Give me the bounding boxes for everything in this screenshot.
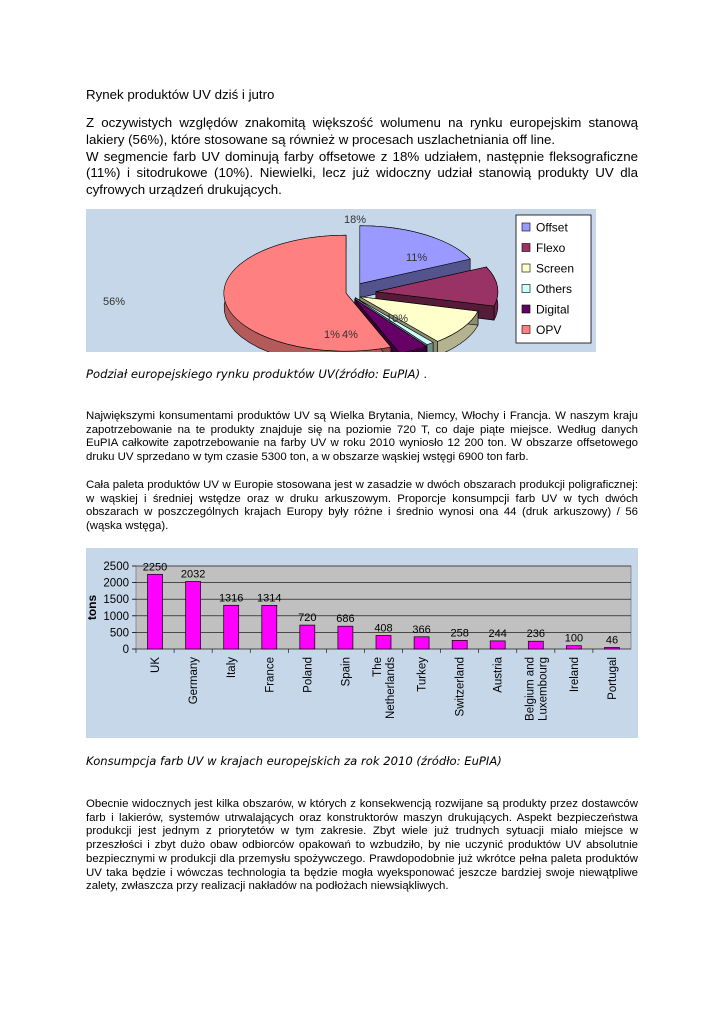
xtick-label-poland (302, 657, 314, 693)
xtick-label-austria (493, 656, 505, 692)
xtick-label-line-poland-0: Poland (302, 657, 315, 693)
pie-label-opv: 56% (103, 296, 126, 308)
bar-poland (300, 625, 315, 649)
data-label-the-netherlands: 408 (374, 622, 393, 635)
y-axis-title: tons (86, 594, 99, 621)
pie-chart-svg (86, 209, 596, 352)
xtick-label-line-france-0: France (264, 657, 277, 693)
legend-swatch-screen (522, 264, 530, 272)
bar-chart-caption: Konsumpcja farb UV w krajach europejskich za rok 2010 (źródło: EuPIA) (86, 754, 502, 768)
bar-uk (148, 574, 163, 649)
legend-swatch-flexo (522, 244, 530, 252)
legend-label-offset: Offset (536, 220, 568, 235)
legend-swatch-offset (522, 223, 530, 231)
legend-swatch-digital (522, 305, 530, 313)
bar-france (262, 605, 277, 649)
xtick-label-ireland (569, 657, 581, 692)
xtick-label-switzerland (455, 657, 467, 716)
xtick-label-uk (150, 657, 162, 673)
legend-label-screen: Screen (536, 261, 575, 276)
legend-swatch-others (522, 285, 530, 293)
xtick-label-line-italy-0: Italy (226, 657, 239, 679)
bar-belgium-and-luxembourg (528, 641, 543, 649)
document-heading: Rynek produktów UV dziś i jutro (86, 87, 275, 102)
bar-spain (338, 626, 353, 649)
bar-the-netherlands (376, 636, 391, 650)
pie-label-flexo: 11% (406, 252, 428, 264)
data-label-belgium-and-luxembourg: 236 (526, 628, 545, 641)
legend-label-flexo: Flexo (536, 241, 566, 255)
areas-paragraph: Cała paleta produktów UV w Europie stosowana jest w zasadzie w dwóch obszarach produkcji poligraficznej: w wąskiej i średniej wstędze oraz w druku arkuszowym. Proporcje konsumpcji farb UV w tych dwóch obszarach w poszczególnych krajach Europy były różne i średnio wynosi ona 44 (druk arkuszowy) / 56 (wąska wstęga). (86, 479, 638, 533)
data-label-italy: 1316 (218, 592, 244, 605)
data-label-france: 1314 (257, 592, 282, 605)
xtick-label-line-turkey-0: Turkey (416, 657, 429, 692)
ytick-label-2000: 2000 (103, 577, 129, 590)
intro-paragraph-1: Z oczywistych względów znakomitą większość wolumenu na rynku europejskim stanową lakiery (56%), które stosowane są również w procesach uszlachetniania off line. (86, 115, 638, 147)
ytick-label-1500: 1500 (103, 594, 129, 607)
xtick-label-line-portugal-0: Portugal (606, 657, 619, 700)
bar-turkey (414, 637, 429, 649)
legend-swatch-opv (522, 326, 530, 334)
xtick-label-germany (188, 657, 200, 705)
bar-portugal (605, 648, 620, 650)
data-label-portugal: 46 (605, 634, 619, 647)
legend-label-opv: OPV (536, 323, 562, 337)
xtick-label-line-belgium-and-luxembourg-0: Belgium and (524, 657, 537, 721)
xtick-label-line-the-netherlands-1: Netherlands (385, 657, 397, 720)
xtick-label-italy (226, 657, 238, 678)
xtick-label-portugal (607, 657, 619, 700)
data-label-ireland: 100 (564, 632, 584, 645)
bar-switzerland (452, 640, 467, 649)
xtick-label-line-the-netherlands-0: The (372, 657, 384, 677)
xtick-label-line-austria-0: Austria (492, 657, 505, 693)
data-label-turkey: 366 (412, 623, 431, 636)
country-consumption-bar-chart (86, 548, 638, 738)
pie-label-others: 1% (324, 329, 340, 341)
xtick-label-line-belgium-and-luxembourg-1: Luxembourg (537, 657, 550, 721)
xtick-label-line-switzerland-0: Switzerland (454, 657, 467, 717)
intro-paragraph-2: W segmencie farb UV dominują farby offsetowe z 18% udziałem, następnie fleksograficzne (11%) i sitodrukowe (10%). Niewielki, lecz już widoczny udział stanowią produkty UV dla cyfrowych urządzeń drukujących. (86, 148, 638, 198)
data-label-switzerland: 258 (450, 627, 469, 640)
data-label-uk: 2250 (142, 561, 168, 574)
bar-ireland (566, 646, 581, 649)
xtick-label-spain (340, 657, 352, 686)
bar-germany (186, 582, 201, 650)
ytick-label-2500: 2500 (103, 561, 129, 573)
pie-label-offset: 18% (344, 214, 367, 226)
xtick-label-line-spain-0: Spain (340, 657, 353, 687)
ytick-label-500: 500 (109, 627, 129, 640)
bar-chart-svg (86, 548, 638, 738)
bar-austria (490, 641, 505, 649)
xtick-label-line-uk-0: UK (150, 657, 163, 673)
ytick-label-0: 0 (122, 644, 129, 656)
xtick-label-belgium-and-luxembourg (524, 657, 549, 721)
xtick-label-france (264, 657, 276, 693)
pie-label-screen: 10% (386, 313, 409, 325)
legend-label-others: Others (536, 282, 573, 296)
market-share-pie-chart (86, 209, 596, 352)
bar-italy (224, 605, 239, 649)
legend-label-digital: Digital (536, 302, 570, 317)
pie-label-digital: 4% (342, 329, 358, 341)
pie-chart-caption: Podział europejskiego rynku produktów UV(źródło: EuPIA) . (86, 367, 428, 381)
xtick-label-line-ireland-0: Ireland (568, 657, 581, 693)
consumers-paragraph: Największymi konsumentami produktów UV są Wielka Brytania, Niemcy, Włochy i Francja. W naszym kraju zapotrzebowanie na te produkty znajduje się na poziomie 720 T, co daje piąte miejsce. Według danych EuPIA całkowite zapotrzebowanie na farby UV w roku 2010 wyniosło 12 200 ton. W obszarze offsetowego druku UV sprzedano w tym czasie 5300 ton, a w obszarze wąskiej wstęgi 6900 ton farb. (86, 410, 638, 464)
data-label-austria: 244 (488, 627, 507, 640)
pie-legend (516, 215, 591, 343)
xtick-label-line-germany-0: Germany (188, 657, 201, 705)
data-label-germany: 2032 (180, 568, 206, 581)
xtick-label-turkey (417, 657, 429, 692)
intro-text (86, 115, 638, 199)
data-label-spain: 686 (336, 613, 355, 626)
data-label-poland: 720 (298, 612, 317, 625)
ytick-label-1000: 1000 (103, 610, 129, 623)
outlook-paragraph: Obecnie widocznych jest kilka obszarów, w których z konsekwencją rozwijane są produkty przez dostawców farb i lakierów, systemów utrwalających oraz konstruktorów maszyn drukujących. Aspekt bezpieczeństwa produkcji jest jednym z priorytetów w tym zakresie. Zbyt wiele już trudnych sytuacji miało miejsce w przeszłości i zbyt dużo obaw odbiorców opakowań to wzbudziło, by nie uczynić produktów UV absolutnie bezpiecznymi w produkcji dla przemysłu spożywczego. Prawdopodobnie już wkrótce pełna paleta produktów UV taka będzie i wówczas technologia ta będzie mogła wyeksponować jeszcze bardziej swoje niewątpliwe zalety, zwłaszcza przy realizacji nakładów na podłożach niewsiąkliwych. (86, 798, 638, 893)
